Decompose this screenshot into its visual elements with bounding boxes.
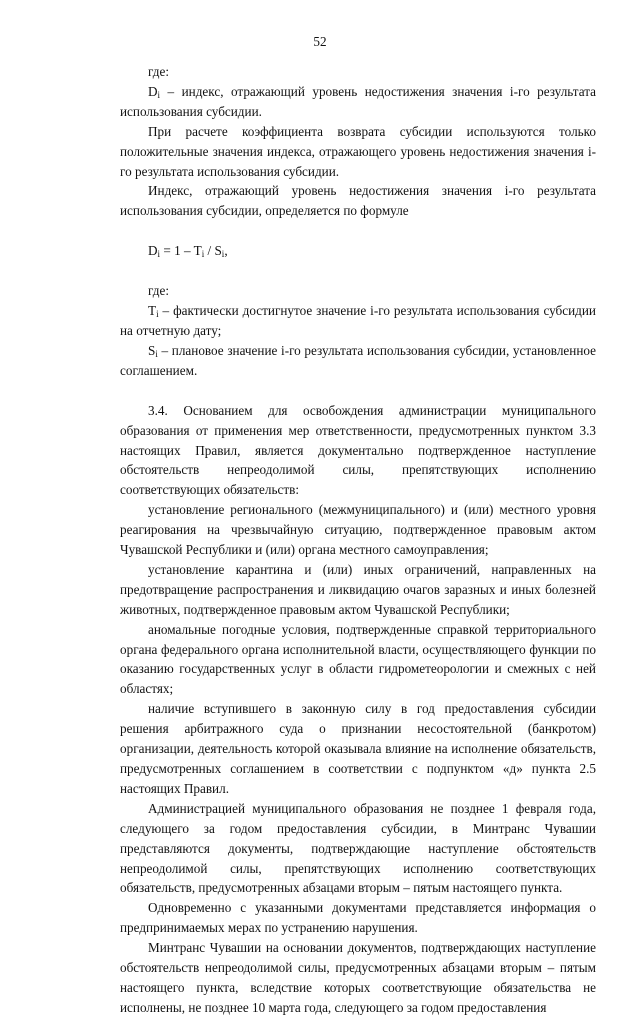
paragraph-bankruptcy: наличие вступившего в законную силу в год предоставления субсидии решения арбитражного суда о признании несостоятельной (банкротом) организации, деятельность которой оказывала влияние на исполнение обязательств, предусмотренных соглашением в соответствии с подпунктом «д» пункта 2.5 настоящих Правил. bbox=[120, 701, 596, 796]
paragraph-ti-definition: $T_i$ – фактически достигнутое значение i-го результата использования субсидии на отчетную дату; bbox=[120, 303, 596, 338]
formula: $D_i = 1 - T_i / S_i$, bbox=[148, 243, 228, 260]
paragraph-3-4: 3.4. Основанием для освобождения администрации муниципального образования от применения мер ответственности, предусмотренных пунктом 3.3 настоящих Правил, является документально подтвержденное наступление обстоятельств непреодолимой силы, препятствующих исполнению соответствующих обязательств: bbox=[120, 402, 596, 498]
paragraph-weather: аномальные погодные условия, подтвержденные справкой территориального органа федерального органа исполнительной власти, осуществляющего функции по оказанию государственных услуг в области гидрометеорологии и смежных с ней областях; bbox=[120, 621, 596, 697]
paragraph-refund-coefficient: При расчете коэффициента возврата субсидии используются только положительные значения индекса, отражающего уровень недостижения значения i-го результата использования субсидии. bbox=[120, 123, 596, 179]
paragraph-si-definition: $S_i$ – плановое значение i-го результата использования субсидии, установленное соглашением. bbox=[120, 342, 596, 378]
paragraph-quarantine: установление карантина и (или) иных ограничений, направленных на предотвращение распространения и ликвидацию очагов заразных и иных болезней животных, подтвержденное правовым актом Чувашской Республики; bbox=[120, 561, 596, 617]
document-body bbox=[120, 62, 596, 1018]
paragraph-index-formula-intro: Индекс, отражающий уровень недостижения значения i-го результата использования субсидии, определяется по формуле bbox=[120, 183, 596, 219]
paragraph-mintrans-decision: Минтранс Чувашии на основании документов, подтверждающих наступление обстоятельств непреодолимой силы, предусмотренных абзацами вторым – пятым настоящего пункта, вследствие которых соответствующие обязательства не исполнены, не позднее 10 марта года, следующего за годом предоставления bbox=[120, 940, 596, 1015]
paragraph-emergency: установление регионального (межмуниципального) и (или) местного уровня реагирования на чрезвычайную ситуацию, подтвержденное правовым актом Чувашской Республики и (или) органа местного самоуправления; bbox=[120, 502, 596, 558]
page-number: 52 bbox=[313, 34, 327, 49]
paragraph-measures-info: Одновременно с указанными документами представляется информация о предпринимаемых мерах по устранению нарушения. bbox=[120, 900, 596, 936]
paragraph-deadline-feb: Администрацией муниципального образования не позднее 1 февраля года, следующего за годом предоставления субсидии, в Минтранс Чувашии представляются документы, подтверждающие наступление обстоятельств непреодолимой силы, препятствующих исполнению соответствующих обязательств, предусмотренных абзацами вторым – пятым настоящего пункта. bbox=[120, 800, 596, 896]
paragraph-where-1: где: bbox=[148, 64, 169, 79]
paragraph-di-definition: $D_i$ – индекс, отражающий уровень недостижения значения i-го результата использования субсидии. bbox=[120, 83, 596, 119]
paragraph-where-2: где: bbox=[148, 283, 169, 299]
